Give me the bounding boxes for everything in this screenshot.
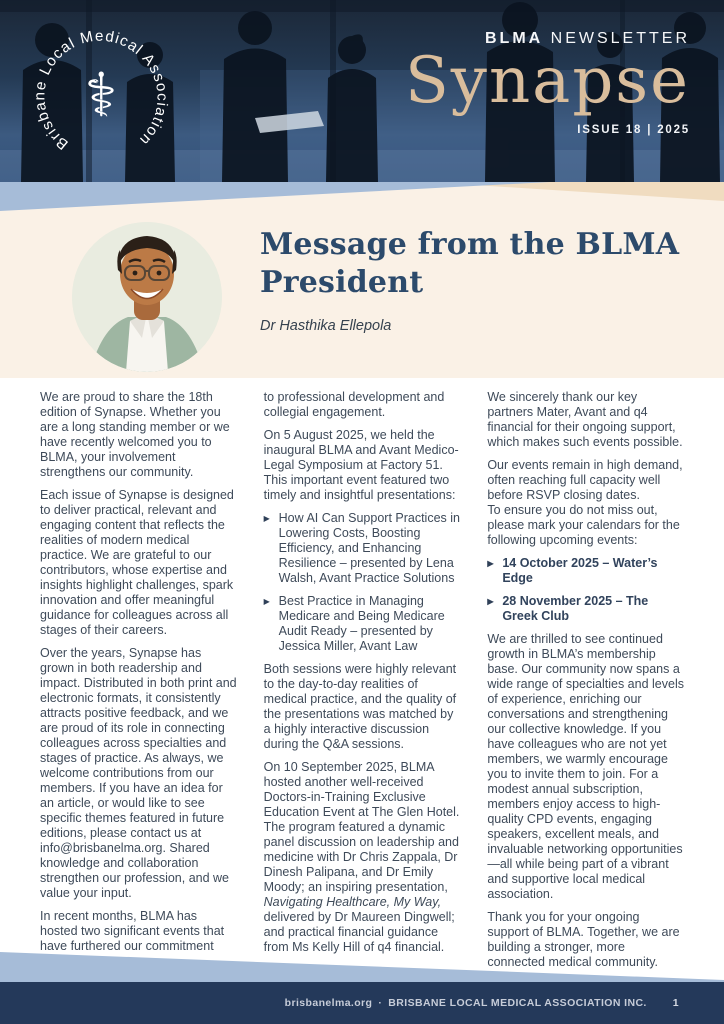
footer-page-number: 1 [672,997,679,1009]
paragraph: We are proud to share the 18th edition of Synapse. Whether you are a long standing member or we have recently welcomed you to BLMA, your involvement strengthens our community. [40,390,230,479]
masthead-block [405,30,690,136]
paragraph: to professional development and collegial engagement. [263,390,445,419]
paragraph-text: To ensure you do not miss out, please mark your calendars for the following upcoming events: [487,503,680,547]
footer-bar [0,982,724,1024]
author-name: Dr Hasthika Ellepola [260,318,392,334]
bullet-arrow-icon: ▶ [487,597,494,606]
hero-text-block [260,226,680,334]
paragraph [487,458,684,548]
italic-title-text: Navigating Healthcare, My Way, [263,895,442,909]
paragraph-text: delivered by Dr Maureen Dingwell; and practical financial guidance from Ms Kelly Hill of q4 financial. [263,910,455,954]
top-diagonal-wedges [0,182,724,214]
paragraph [264,760,461,955]
bullet-item [264,511,461,586]
president-photo [72,222,222,372]
page-title: Message from the BLMA President [260,227,680,300]
paragraph: Both sessions were highly relevant to the day-to-day realities of medical practice, and the quality of the presentations was matched by a highly interactive discussion during the Q&A sessions. [263,662,457,751]
bottom-wedge-blue [0,952,724,982]
paragraph: Over the years, Synapse has grown in both readership and impact. Distributed in both print and electronic formats, it consistently attracts positive feedback, and we are proud of its role in connecting colleagues across specialties and stages of practice. As always, we welcome contributions from our members. If you have an idea for an article, or would like to see specific themes featured in future editions, please contact us at info@brisbanelma.org. Shared knowledge and collaboration strengthen our profession, and we value your input. [40,646,237,900]
column-3 [487,390,684,978]
paragraph-text: On 10 September 2025, BLMA hosted another well-received Doctors-in-Training Exclusive Education Event at The Glen Hotel. The program featured a dynamic panel discussion on leadership and medicine with Dr Chris Zappala, Dr Dinesh Palipana, and Dr Emily Moody; an inspiring presentation, [263,760,460,894]
paragraph: On 5 August 2025, we held the inaugural BLMA and Avant Medico-Legal Symposium at Factory 51. This important event featured two timely and insightful presentations: [263,428,459,502]
hero-section [0,182,724,378]
bullet-arrow-icon: ▶ [263,514,270,523]
column-2 [264,390,461,978]
column-1 [40,390,237,978]
header-banner [0,0,724,182]
top-wedge-blue [0,182,550,211]
bullet-arrow-icon: ▶ [487,559,494,568]
paragraph: We sincerely thank our key partners Mater, Avant and q4 financial for their ongoing support, which makes such events possible. [487,390,683,449]
bullet-list [264,511,461,654]
paragraph: Each issue of Synapse is designed to deliver practical, relevant and engaging content that reflects the realities of modern medical practice. We are grateful to our contributors, whose expertise and insights highlight challenges, spark innovation and offer meaningful guidance for colleagues across all stages of their careers. [40,488,234,637]
issue-label: ISSUE 18 | 2025 [577,124,690,136]
footer-separator: · [378,997,383,1009]
logo-ring-text: Brisbane Local Medical Association [31,27,171,153]
article-body [0,378,724,969]
paragraph-text: Our events remain in high demand, often reaching full capacity well before RSVP closing dates. [487,458,683,502]
footer-org-name: BRISBANE LOCAL MEDICAL ASSOCIATION INC. [388,997,647,1009]
blma-logo [0,0,202,182]
bullet-text: Best Practice in Managing Medicare and Being Medicare Audit Ready – presented by Jessica Miller, Avant Law [278,594,445,653]
kicker-newsletter: NEWSLETTER [550,30,690,47]
masthead-title: Synapse [404,44,690,118]
paragraph: In recent months, BLMA has hosted two significant events that have furthered our commitment [40,909,225,953]
bullet-text: How AI Can Support Practices in Lowering Costs, Boosting Efficiency, and Enhancing Resilience – presented by Lena Walsh, Avant Practice Solutions [278,511,460,585]
bullet-arrow-icon: ▶ [263,597,270,606]
events-list [487,556,684,624]
event-item [487,556,684,586]
event-text: 28 November 2025 – The Greek Club [502,594,649,623]
bottom-diagonal-wedge [0,950,724,982]
bullet-item [264,594,461,654]
kicker-blma: BLMA [484,30,544,47]
paragraph: We are thrilled to see continued growth in BLMA’s membership base. Our community now spans a wide range of specialties and levels of experience, enriching our conversations and strengthening our collective knowledge. If you have colleagues who are not yet members, we warmly encourage you to invite them to join. For a modest annual subscription, members enjoy access to high-quality CPD events, engaging speakers, excellent meals, and invaluable networking opportunities—all while being part of a vibrant and supportive local medical association. [487,632,684,901]
event-item [487,594,684,624]
footer-website: brisbanelma.org [284,997,373,1009]
paragraph: Thank you for your ongoing support of BLMA. Together, we are building a stronger, more connected medical community. [487,910,680,969]
caduceus-icon: ⚕ [84,61,118,132]
event-text: 14 October 2025 – Water’s Edge [502,556,658,585]
